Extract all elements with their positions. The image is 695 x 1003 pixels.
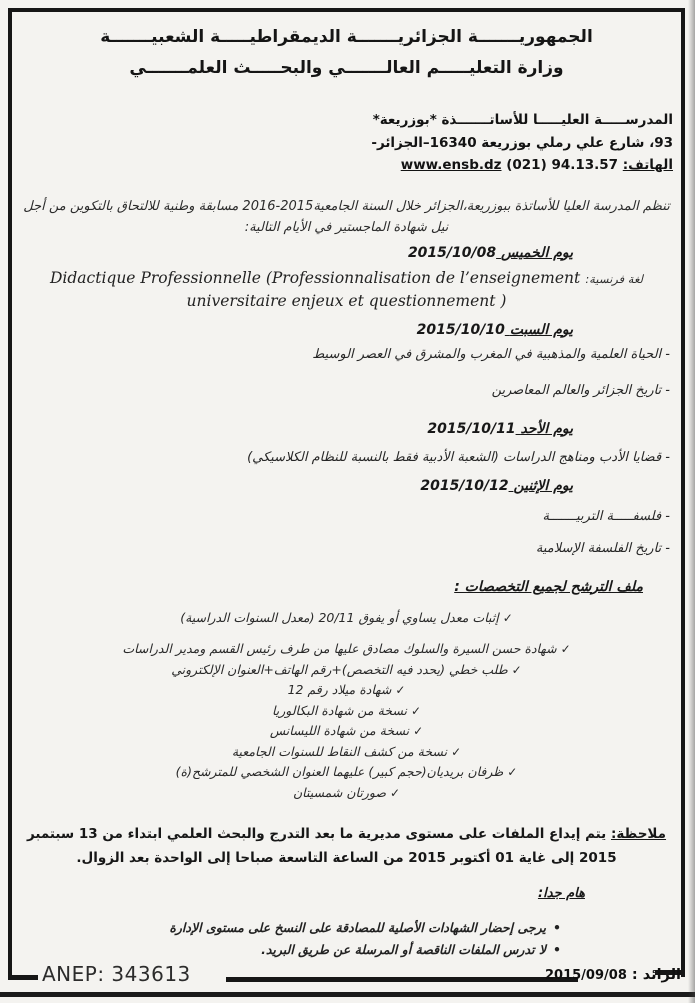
border-bottom-middle-segment <box>226 977 578 982</box>
exam-topic: - تاريخ الجزائر والعالم المعاصرين <box>491 382 670 398</box>
requirement-item: ✓ظرفان بريديان(حجم كبير) عليهما العنوان الشخصي للمترشح(ة) <box>175 764 518 779</box>
school-block <box>20 109 673 177</box>
check-icon: ✓ <box>560 642 571 656</box>
day-heading <box>20 242 573 264</box>
requirements-title: ملف الترشح لجميع التخصصات : <box>454 578 643 595</box>
requirement-item: ✓شهادة حسن السيرة والسلوك مصادق عليها من طرف رئيس القسم ومدير الدراسات <box>122 641 571 656</box>
school-name: المدرســـــة العليـــــا للأساتـــــــذة *بوزريعة* <box>372 112 673 128</box>
phone-label: الهاتف: <box>622 157 673 173</box>
requirement-item: ✓نسخة من شهادة البكالوريا <box>271 702 422 718</box>
day-date: 2015/10/11 <box>427 420 516 437</box>
day-name: يوم السبت <box>509 321 573 338</box>
requirements-list <box>20 608 673 804</box>
french-subject-text: Didactique Professionnelle (Professionnalisation de l’enseignement universitaire enjeux et questionnement ) <box>49 268 581 310</box>
journal-reference <box>545 967 681 983</box>
day-name: يوم الإثنين <box>513 477 573 494</box>
note-label: ملاحظة: <box>610 826 667 842</box>
day-date: 2015/10/12 <box>420 477 509 494</box>
check-icon: ✓ <box>507 765 518 779</box>
anep-reference: ANEP: 343613 <box>42 962 191 986</box>
border-bottom-left-stub <box>8 975 38 980</box>
important-item: •يرجى إحضار الشهادات الأصلية للمصادقة على النسخ على مستوى الإدارة <box>169 920 561 935</box>
day-heading <box>20 319 573 341</box>
document-content <box>20 22 673 977</box>
journal-date: 2015/09/08 <box>545 968 627 983</box>
schedule-day-saturday <box>20 319 673 401</box>
check-icon: ✓ <box>451 744 462 759</box>
check-icon: ✓ <box>410 703 422 718</box>
schedule-day-sunday <box>20 418 673 468</box>
phone-number: (021) 94.13.57 <box>506 157 619 173</box>
check-icon: ✓ <box>395 683 406 697</box>
very-important-list <box>20 917 561 961</box>
national-header <box>20 22 673 84</box>
bullet-icon: • <box>553 942 561 957</box>
important-item: •لا تدرس الملفات الناقصة أو المرسلة عن طريق البريد. <box>261 942 561 957</box>
bottom-rule <box>0 992 695 997</box>
exam-topic: - قضايا الأدب ومناهج الدراسات (الشعبة الأدبية فقط بالنسبة للنظام الكلاسيكي) <box>247 449 670 465</box>
requirement-item: ✓شهادة ميلاد رقم 12 <box>287 682 406 697</box>
school-address: 93، شارع علي رملي بوزريعة 16340–الجزائر- <box>371 134 673 151</box>
check-icon: ✓ <box>502 610 513 625</box>
day-heading <box>20 418 573 440</box>
ministry-line: وزارة التعليـــــم العالـــــــي والبحـــــث العلمـــــــي <box>129 58 564 78</box>
journal-name: الرائد : <box>631 967 681 983</box>
day-heading <box>20 475 573 497</box>
schedule-day-thursday <box>20 242 673 312</box>
day-date: 2015/10/08 <box>407 244 497 261</box>
check-icon: ✓ <box>511 662 522 677</box>
scan-edge-shadow <box>688 0 695 1003</box>
french-subject-row <box>20 267 673 312</box>
subject-language-label: لغة فرنسية: <box>585 271 643 286</box>
day-name: يوم الخميس <box>500 244 573 261</box>
check-icon: ✓ <box>413 724 424 738</box>
requirement-item: ✓نسخة من كشف النقاط للسنوات الجامعية <box>231 743 462 759</box>
check-icon: ✓ <box>389 785 400 800</box>
requirement-item: ✓صورتان شمسيتان <box>293 784 400 800</box>
website-link: www.ensb.dz <box>400 157 502 173</box>
very-important-title: هام جدا: <box>537 886 585 901</box>
republic-line: الجمهوريـــــــة الجزائريـــــــة الديمقراطيـــــة الشعبيـــــــة <box>100 27 593 47</box>
schedule-day-monday <box>20 475 673 559</box>
day-date: 2015/10/10 <box>416 321 505 338</box>
requirement-item: ✓إثبات معدل يساوي أو يفوق 20/11 (معدل السنوات الدراسية) <box>180 609 513 625</box>
bullet-icon: • <box>553 920 561 935</box>
requirement-item: ✓نسخة من شهادة الليسانس <box>269 723 424 738</box>
requirement-item: ✓طلب خطي (يحدد فيه التخصص)+رقم الهاتف+العنوان الإلكتروني <box>171 661 522 677</box>
exam-topic: - تاريخ الفلسفة الإسلامية <box>535 540 670 556</box>
deposit-note <box>23 822 670 870</box>
document-border-frame <box>8 8 685 977</box>
exam-topic: - الحياة العلمية والمذهبية في المغرب والمشرق في العصر الوسيط <box>312 346 670 362</box>
exam-topic: - فلسفـــــة التربيـــــــة <box>542 508 670 524</box>
intro-paragraph: تنظم المدرسة العليا للأساتذة ببوزريعة،الجزائر خلال السنة الجامعية2015-2016 مسابقة وطنية للالتحاق بالتكوين من أجل نيل شهادة الماجستير في الأيام التالية: <box>23 198 670 235</box>
note-text: يتم إيداع الملفات على مستوى مديرية ما بعد التدرج والبحث العلمي ابتداء من 13 سبتمبر 2015 إلى غاية 01 أكتوبر 2015 من الساعة التاسعة صباحا إلى الواحدة بعد الزوال. <box>26 826 617 866</box>
day-name: يوم الأحد <box>520 420 573 437</box>
school-contact <box>22 154 673 177</box>
